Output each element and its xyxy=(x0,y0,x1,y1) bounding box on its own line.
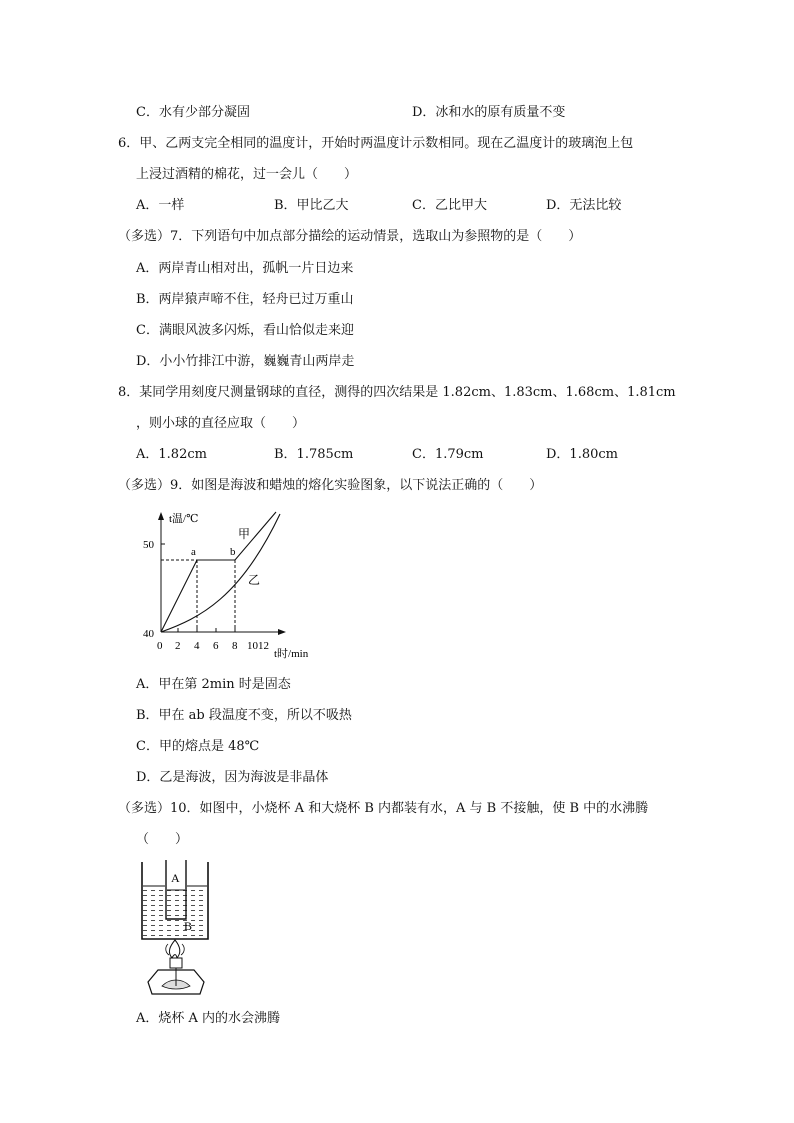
q6-option-a: A．一样 xyxy=(136,198,185,213)
q5-option-d: D．冰和水的原有质量不变 xyxy=(412,105,566,120)
q6-option-d: D．无法比较 xyxy=(546,198,622,213)
water-in-a xyxy=(167,890,185,918)
x-axis-label: t时/min xyxy=(274,648,309,660)
y-tick-label-40: 40 xyxy=(143,628,154,640)
point-b-label: b xyxy=(230,546,236,558)
x-tick-label-6: 6 xyxy=(213,640,219,652)
x-tick-label-4: 4 xyxy=(194,640,200,652)
q10-option-a: A．烧杯 A 内的水会沸腾 xyxy=(136,1011,281,1026)
q10-stem-line1: （多选）10．如图中，小烧杯 A 和大烧杯 B 内都装有水，A 与 B 不接触，使 B 中的水沸腾 xyxy=(118,801,649,816)
q7-option-b: B．两岸猿声啼不住，轻舟已过万重山 xyxy=(136,292,354,307)
y-axis-arrow xyxy=(158,512,164,520)
q7-stem: （多选）7．下列语句中加点部分描绘的运动情景，选取山为参照物的是（ ） xyxy=(118,229,582,244)
y-axis-label: t温/℃ xyxy=(169,513,199,525)
q8-stem-line1: 8．某同学用刻度尺测量钢球的直径，测得的四次结果是 1.82cm、1.83cm、1.68cm、1.81cm xyxy=(118,385,676,400)
q8-option-d: D．1.80cm xyxy=(546,447,618,462)
q5-option-c: C．水有少部分凝固 xyxy=(136,105,250,120)
q9-option-a: A．甲在第 2min 时是固态 xyxy=(136,677,291,692)
flame-left-tongue xyxy=(166,944,169,955)
q9-option-b: B．甲在 ab 段温度不变，所以不吸热 xyxy=(136,708,352,723)
curve-jia xyxy=(161,512,276,632)
q8-option-c: C．1.79cm xyxy=(412,447,484,462)
flame-right-tongue xyxy=(181,944,184,955)
curve-yi-label: 乙 xyxy=(248,573,261,587)
q6-option-c: C．乙比甲大 xyxy=(412,198,487,213)
q8-stem-line2: ，则小球的直径应取（ ） xyxy=(136,416,306,431)
point-a-label: a xyxy=(191,546,196,558)
q6-stem-line2: 上浸过酒精的棉花，过一会儿（ ） xyxy=(136,167,358,182)
beaker-b-label: B xyxy=(184,919,193,933)
q10-stem-line2: （ ） xyxy=(136,832,189,847)
q10-beaker-figure xyxy=(134,858,218,1004)
y-tick-label-50: 50 xyxy=(143,539,154,551)
q8-option-a: A．1.82cm xyxy=(136,447,207,462)
q6-option-b: B．甲比乙大 xyxy=(274,198,349,213)
lamp-wick-holder xyxy=(170,958,182,968)
q7-option-c: C．满眼风波多闪烁，看山恰似走来迎 xyxy=(136,323,354,338)
q9-option-d: D．乙是海波，因为海波是非晶体 xyxy=(136,770,329,785)
x-tick-label-0: 0 xyxy=(157,640,163,652)
q7-option-d: D．小小竹排江中游，巍巍青山两岸走 xyxy=(136,354,355,369)
beaker-a-label: A xyxy=(171,871,180,885)
x-tick-label-10-12: 1012 xyxy=(247,640,269,652)
curve-yi xyxy=(161,514,280,632)
q7-option-a: A．两岸青山相对出，孤帆一片日边来 xyxy=(136,261,354,276)
q6-stem-line1: 6．甲、乙两支完全相同的温度计，开始时两温度计示数相同。现在乙温度计的玻璃泡上包 xyxy=(118,136,634,151)
q9-option-c: C．甲的熔点是 48℃ xyxy=(136,739,260,754)
x-axis-arrow xyxy=(278,629,286,635)
flame-icon xyxy=(169,940,179,958)
q9-melting-graph xyxy=(130,506,330,666)
q9-stem: （多选）9．如图是海波和蜡烛的熔化实验图象，以下说法正确的（ ） xyxy=(118,478,543,493)
x-tick-label-8: 8 xyxy=(232,640,238,652)
curve-jia-label: 甲 xyxy=(238,527,251,541)
x-tick-label-2: 2 xyxy=(175,640,181,652)
q8-option-b: B．1.785cm xyxy=(274,447,354,462)
